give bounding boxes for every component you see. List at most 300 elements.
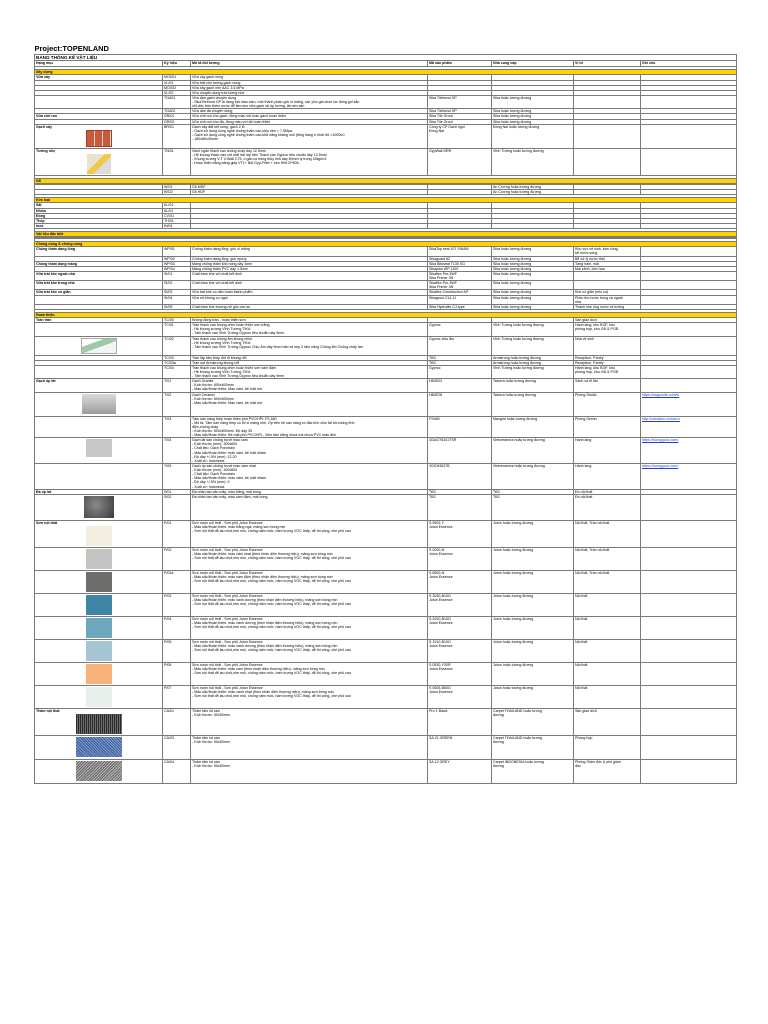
material-sample-floor bbox=[82, 394, 116, 414]
material-sample-carpet3 bbox=[76, 761, 122, 781]
row-location: Reception, Pantry bbox=[574, 360, 641, 365]
row-category bbox=[35, 323, 163, 336]
table-row bbox=[35, 547, 737, 570]
row-location: Khe co giãn (nếu có) bbox=[574, 290, 641, 295]
row-category bbox=[35, 416, 163, 438]
row-supplier: An Cường hoặc tương đương bbox=[492, 190, 574, 195]
row-supplier: An Cường hoặc tương đương bbox=[492, 185, 574, 190]
row-code: WS/2 bbox=[163, 190, 191, 195]
row-product-code: SA 21 GREEN bbox=[428, 736, 492, 760]
row-category: Vữa xây bbox=[35, 75, 163, 80]
row-location: Phòng Studio bbox=[574, 392, 641, 416]
header-note: Ghi chú bbox=[641, 61, 737, 67]
section-title: Vật liệu đặc biệt bbox=[35, 232, 737, 237]
material-schedule-sheet bbox=[34, 45, 736, 784]
row-code: T/04 bbox=[163, 438, 191, 464]
row-note bbox=[641, 323, 737, 336]
row-category: Gạch ốp lát bbox=[35, 379, 163, 392]
row-product-code: S 0502-Y Jotun Essence bbox=[428, 520, 492, 547]
row-category bbox=[35, 685, 163, 708]
row-product-code: Sika Tile Grout bbox=[428, 114, 492, 119]
row-supplier: Carpet THAILAND hoặc tương đương bbox=[492, 736, 574, 760]
row-location: Nội thất, Trần nội thất bbox=[574, 570, 641, 593]
row-description: Vữa trát khe co dãn hoàn thành phẩm bbox=[191, 290, 428, 295]
row-supplier: Sika hoặc tương đương bbox=[492, 109, 574, 114]
row-description: Gỗ HDF bbox=[191, 190, 428, 195]
row-product-code: TBC bbox=[428, 355, 492, 360]
row-description: Sơn nước nội thất - Sơn phủ Jotun Essence - Màu sắc/Hoàn thiện: màu cam (theo nhận diện thương hiệu), mảng sơn bóng mịn - Sơn nội thất dễ lau chùi,nhẹ mùi, chống nấm mốc, hàm lượng VOC thấp, dễ thi công, che phủ cao bbox=[191, 662, 428, 685]
table-row bbox=[35, 760, 737, 784]
table-row bbox=[35, 124, 737, 148]
section-title: Hoàn thiện bbox=[35, 312, 737, 317]
row-category bbox=[35, 365, 163, 378]
header-category: Hạng mục bbox=[35, 61, 163, 67]
row-location: Khu vực vệ sinh, ban công, bể nước sống bbox=[574, 247, 641, 256]
row-code: TC/03 bbox=[163, 355, 191, 360]
table-row bbox=[35, 520, 737, 547]
row-note[interactable]: https://tuongquoc.com/ bbox=[641, 463, 737, 489]
row-category: Vữa trát khe ngoài nhà bbox=[35, 271, 163, 280]
row-location: Mái sảnh, bồn hoa bbox=[574, 266, 641, 271]
row-product-code: TBC bbox=[428, 360, 492, 365]
row-description: Thảm tấm lót sàn - Kích thước: 50x50mm bbox=[191, 736, 428, 760]
row-description: Thảm tấm lót sàn - Kích thước: 50x50mm bbox=[191, 760, 428, 784]
row-supplier: Sika hoặc tương đương bbox=[492, 114, 574, 119]
row-location: Hành lang, khu BOF, khu phòng họp, khu GĐ & PGĐ bbox=[574, 365, 641, 378]
row-supplier: Sika hoặc tương đương bbox=[492, 247, 574, 256]
row-supplier: Vietceramics hoặc tương đương bbox=[492, 438, 574, 464]
row-location: Nội thất bbox=[574, 685, 641, 708]
row-description: Sơn nước nội thất - Sơn phủ Jotun Essence - Màu sắc/Hoàn thiện: màu trắng ngà, mảng sơn bóng mịn - Sơn nội thất dễ lau chùi,nhẹ mùi, chống nấm mốc, hàm lượng VOC thấp, dễ thi công, che phủ cao bbox=[191, 520, 428, 547]
row-note bbox=[641, 547, 737, 570]
row-product-code: S 3030-B10G Jotun Essence bbox=[428, 593, 492, 616]
row-code: P/02 bbox=[163, 547, 191, 570]
row-code: GR/02 bbox=[163, 119, 191, 124]
row-category bbox=[35, 520, 163, 547]
row-note bbox=[641, 365, 737, 378]
row-product-code: 3GGH3637B bbox=[428, 463, 492, 489]
row-category bbox=[35, 616, 163, 639]
header-location: Vị trí bbox=[574, 61, 641, 67]
row-code: BR/01 bbox=[163, 124, 191, 148]
row-supplier: Sika hoặc tương đương bbox=[492, 256, 574, 261]
row-code: WP/01 bbox=[163, 247, 191, 256]
row-code: CA/01 bbox=[163, 708, 191, 735]
material-sample-wall bbox=[87, 154, 111, 174]
row-code: IN/01 bbox=[163, 223, 191, 228]
row-description: Chống thấm dạng lỏng, gốc xi măng bbox=[191, 247, 428, 256]
row-code: TC/03a bbox=[163, 360, 191, 365]
material-sample-stone bbox=[84, 496, 114, 518]
row-location: Sân giao dịch bbox=[574, 708, 641, 735]
row-location: Đồ nội thất bbox=[574, 489, 641, 494]
row-product-code: 3GAGT6341TSR bbox=[428, 438, 492, 464]
row-category bbox=[35, 438, 163, 464]
row-product-code: Gyproc bbox=[428, 365, 492, 378]
row-product-code: SikaTop seal 107 SIKAM bbox=[428, 247, 492, 256]
row-product-code: S 1010-B10G Jotun Essence bbox=[428, 639, 492, 662]
row-description: Sơn nước nội thất - Sơn phủ Jotun Essence - Màu sắc/Hoàn thiện: màu xanh dương (theo nhận diện thương hiệu), mảng sơn bóng mịn - Sơn nội thất dễ lau chùi,nhẹ mùi, chống nấm mốc, hàm lượng VOC thấp, dễ thi công, che phủ cao bbox=[191, 593, 428, 616]
row-code: SI/01 bbox=[163, 271, 191, 280]
row-note bbox=[641, 760, 737, 784]
row-description: Đá nhân tạo vân mây, màu xám đậm, mài bóng bbox=[191, 494, 428, 520]
table-row bbox=[35, 271, 737, 280]
table-row bbox=[35, 281, 737, 290]
row-category: Thép bbox=[35, 218, 163, 223]
row-supplier: TBC bbox=[492, 494, 574, 520]
material-sample-brick bbox=[86, 130, 112, 147]
row-product-code: GypWall DRR bbox=[428, 148, 492, 175]
row-code: TC/04 bbox=[163, 365, 191, 378]
row-category-label: Tường nhẹ bbox=[36, 148, 56, 153]
row-supplier: Jotun hoặc tương đương bbox=[492, 593, 574, 616]
row-category: Vữa trát khe trong nhà bbox=[35, 281, 163, 290]
row-note bbox=[641, 708, 737, 735]
row-code: VL/01 bbox=[163, 80, 191, 85]
row-product-code: Pro 1 Black bbox=[428, 708, 492, 735]
row-supplier: Taicera hoặc tương đương bbox=[492, 379, 574, 392]
material-sample-tile bbox=[86, 439, 112, 457]
row-supplier: Maxgrid hoặc tương đương bbox=[492, 416, 574, 438]
table-row bbox=[35, 685, 737, 708]
row-description: Đá nhân tạo vân mây, màu trắng, mài bóng bbox=[191, 489, 428, 494]
row-code: P/03 bbox=[163, 593, 191, 616]
row-location bbox=[574, 281, 641, 290]
row-product-code: Sikaguard 62 bbox=[428, 256, 492, 261]
row-supplier: Đồng Nai hoặc tương đương bbox=[492, 124, 574, 148]
row-description: Trần sợi Armstrong khung nổi bbox=[191, 360, 428, 365]
row-supplier: Jotun hoặc tương đương bbox=[492, 616, 574, 639]
row-supplier: Jotun hoặc tương đương bbox=[492, 685, 574, 708]
row-supplier: Sika hoặc tương đương bbox=[492, 295, 574, 304]
header-product-code: Mã sản phẩm bbox=[428, 61, 492, 67]
material-sample-board bbox=[81, 338, 117, 354]
row-category bbox=[35, 570, 163, 593]
paint-color-swatch bbox=[86, 549, 112, 569]
row-code: WP/04 bbox=[163, 266, 191, 271]
row-description: Chất trám khe với chất kết dính bbox=[191, 281, 428, 290]
row-location bbox=[574, 124, 641, 148]
row-code: AL/01 bbox=[163, 208, 191, 213]
row-supplier: Jotun hoặc tương đương bbox=[492, 547, 574, 570]
row-category: Vữa trát khe co giãn bbox=[35, 290, 163, 295]
table-row bbox=[35, 365, 737, 378]
row-description: Gạch lát sàn chống trượt màu xám - Kích thước (mm): 300x600 - Chất liệu: Gạch Porcelain - Màu sắc/Hoàn thiện: màu xám, bề mặt nhám - Độ dày +/-5% (mm): 12.20 - Xuất xứ: Indonesia bbox=[191, 438, 428, 464]
row-note bbox=[641, 295, 737, 304]
row-description: Màng chống thấm PVC dày 1.5mm bbox=[191, 266, 428, 271]
sheet-title: BẢNG THỐNG KÊ VẬT LIỆU bbox=[35, 55, 737, 61]
row-location: Nội thất, Trần nội thất bbox=[574, 520, 641, 547]
row-code: MOX02 bbox=[163, 85, 191, 90]
row-note[interactable]: https://tuongquoc.com/ bbox=[641, 438, 737, 464]
row-note bbox=[641, 639, 737, 662]
row-code: MOX01 bbox=[163, 75, 191, 80]
row-description: Chất trám khe với chất kết dính bbox=[191, 271, 428, 280]
table-row bbox=[35, 736, 737, 760]
row-category bbox=[35, 392, 163, 416]
row-supplier: Vĩnh Tường hoặc tương đương bbox=[492, 336, 574, 355]
row-code: TC/01 bbox=[163, 323, 191, 336]
row-description: Chống thấm dạng lỏng, gốc epoxy bbox=[191, 256, 428, 261]
row-description: Thảm tấm lót sàn - Kích thước: 50x50mm bbox=[191, 708, 428, 735]
row-location: Bể xử lý nước thải bbox=[574, 256, 641, 261]
row-note bbox=[641, 124, 737, 148]
row-location bbox=[574, 271, 641, 280]
row-code: GR/01 bbox=[163, 114, 191, 119]
row-code: P/04 bbox=[163, 616, 191, 639]
row-code: TGA02 bbox=[163, 109, 191, 114]
row-category-label: Sơn nội thất bbox=[36, 520, 58, 525]
section-title: Kim loại bbox=[35, 198, 737, 203]
row-category: Vữa chít ron bbox=[35, 114, 163, 119]
project-title: Project:TOPENLAND bbox=[34, 45, 109, 53]
row-product-code: Sika Tilebond GP bbox=[428, 95, 492, 108]
row-product-code: Sika Bituseal T130 SG bbox=[428, 261, 492, 266]
row-note bbox=[641, 336, 737, 355]
row-category bbox=[35, 662, 163, 685]
row-supplier: Jotun hoặc tương đương bbox=[492, 570, 574, 593]
row-description: Vách ngăn thạch cao chống cháy dày 12.5mm - Hệ khung thạch cao với mặt hai lớp tấm Thạch cao Gyproc tiêu chuẩn dày 12.5mm - Khung xương V-T V-Wall C75, ô gảo có bông thủy tinh dày 50mm tỷ trọng 24kg/m3 - Hoàn thiện bằng băng giấy VT1+ Bột Gyp-Filler + keo Hilti CP606. bbox=[191, 148, 428, 175]
row-supplier: Vietceramics hoặc tương đương bbox=[492, 463, 574, 489]
row-category bbox=[35, 593, 163, 616]
row-note bbox=[641, 271, 737, 280]
row-location: Thành khe ống nước và tường bbox=[574, 304, 641, 309]
table-row bbox=[35, 570, 737, 593]
row-location: Nội thất bbox=[574, 662, 641, 685]
row-note bbox=[641, 281, 737, 290]
row-note[interactable]: http://camlizen.vn/san-n bbox=[641, 416, 737, 438]
row-note bbox=[641, 95, 737, 108]
section-title: Xây dựng bbox=[35, 70, 737, 75]
table-row bbox=[35, 379, 737, 392]
row-description: Sơn nước nội thất - Sơn phủ Jotun Essence - Màu sắc/Hoàn thiện: màu xám đậm (theo nhận diện thương hiệu), mảng sơn bóng mịn - Sơn nội thất dễ lau chùi,nhẹ mùi, chống nấm mốc, hàm lượng VOC thấp, dễ thi công, che phủ cao bbox=[191, 570, 428, 593]
row-code: P/05 bbox=[163, 639, 191, 662]
row-supplier: Sika hoặc tương đương bbox=[492, 290, 574, 295]
row-note bbox=[641, 570, 737, 593]
row-description: Trần thạch cao khung chìm hoàn thiện sơn trắng - Hệ khung xương Vĩnh Tường TIKA - Tấm thạch cao Vĩnh Tường-Gyproc tiêu chuẩn dày 9mm bbox=[191, 323, 428, 336]
row-product-code: H60E28 bbox=[428, 392, 492, 416]
row-description: Gạch xây đất sét nung, gạch 2 lỗ - Gạch sử dụng công nghệ chống thấm cao,chịu nén > 7,5Mpa - Gạch sử dụng công nghệ chống thấm cao,khả năng kháng mối (tổng hàng ô nhớt độ >1000oC - 180x80x40mm bbox=[191, 124, 428, 148]
row-description: Sơn nước nội thất - Sơn phủ Jotun Essence - Màu sắc/Hoàn thiện: màu xanh nhạt (theo nhận diện thương hiệu), mảng sơn bóng mịn - Sơn nội thất dễ lau chùi,nhẹ mùi, chống nấm mốc, hàm lượng VOC thấp, dễ thi công, che phủ cao bbox=[191, 685, 428, 708]
row-code: CV/01 bbox=[163, 213, 191, 218]
row-description: Trần lắp tấm thép đột lỗ khung nổi bbox=[191, 355, 428, 360]
table-row bbox=[35, 662, 737, 685]
row-description: Gạch Ceramic - Kích thước: 600x600mm - Màu sắc/Hoàn thiện: Màu xám, bề mặt mờ bbox=[191, 392, 428, 416]
row-location: Nhà vệ sinh bbox=[574, 336, 641, 355]
row-category bbox=[35, 760, 163, 784]
row-product-code: Gyproc bbox=[428, 323, 492, 336]
row-supplier: Jotun hoặc tương đương bbox=[492, 662, 574, 685]
row-supplier: Vĩnh Tường hoặc tương đương bbox=[492, 323, 574, 336]
row-category: Chống thấm dạng lỏng bbox=[35, 247, 163, 256]
row-description: Sơn nước nội thất - Sơn phủ Jotun Essence - Màu sắc/Hoàn thiện: màu xám nhạt (theo nhận diện thương hiệu), mảng sơn bóng mịn - Sơn nội thất dễ lau chùi,nhẹ mùi, chống nấm mốc, hàm lượng VOC thấp, dễ thi công, che phủ cao bbox=[191, 547, 428, 570]
row-product-code: SA 12 GREY bbox=[428, 760, 492, 784]
row-code: SI/02 bbox=[163, 281, 191, 290]
row-location: Phòng Server bbox=[574, 416, 641, 438]
row-supplier: Sika hoặc tương đương bbox=[492, 266, 574, 271]
table-row bbox=[35, 616, 737, 639]
table-row bbox=[35, 708, 737, 735]
row-category bbox=[35, 95, 163, 108]
section-title: Gỗ bbox=[35, 178, 737, 183]
row-category-label: Gạch xây bbox=[36, 124, 52, 129]
row-location: Phòng Giám đốc & phó giám đốc bbox=[574, 760, 641, 784]
row-note bbox=[641, 736, 737, 760]
row-location bbox=[574, 148, 641, 175]
row-description: Trần thạch cao khung chìm hoàn thiện sơn xám đậm - Hệ khung xương Vĩnh Tường TIKA - Tấm thạch cao Vĩnh Tường-Gyproc tiêu chuẩn dày 9mm bbox=[191, 365, 428, 378]
table-row bbox=[35, 438, 737, 464]
row-note bbox=[641, 685, 737, 708]
row-description: Vữa rót không co ngót bbox=[191, 295, 428, 304]
row-code: T/01 bbox=[163, 379, 191, 392]
row-category bbox=[35, 547, 163, 570]
row-product-code: S 0530-Y30R Jotun Essence bbox=[428, 662, 492, 685]
row-note bbox=[641, 593, 737, 616]
row-code: WP/03 bbox=[163, 261, 191, 266]
row-code: S/02 bbox=[163, 494, 191, 520]
row-note[interactable]: https://eagarnite.com/vi bbox=[641, 392, 737, 416]
row-location: Hành lang, khu BOF, khu phòng họp, khu GĐ & PGĐ bbox=[574, 323, 641, 336]
row-supplier: Sika hoặc tương đương bbox=[492, 281, 574, 290]
row-location: Phòng họp bbox=[574, 736, 641, 760]
row-code: TGA01 bbox=[163, 95, 191, 108]
row-code: KL/01 bbox=[163, 203, 191, 208]
row-product-code: FS460 bbox=[428, 416, 492, 438]
row-category bbox=[35, 148, 163, 175]
row-supplier: Armstrong hoặc tương đương bbox=[492, 355, 574, 360]
row-location: Nội thất bbox=[574, 616, 641, 639]
row-supplier: Sika hoặc tương đương bbox=[492, 119, 574, 124]
row-category bbox=[35, 336, 163, 355]
row-description: Trần thạch cao chống ẩm khung chìm - Hệ khung xương Vĩnh Tường TIKA - Tấm thạch cao Vĩnh Tường-Gyproc Chịu Ẩm dày 9mm bảo vệ kép 2 tấm năng Chống ẩm Chống chảy tán bbox=[191, 336, 428, 355]
row-location: Tầng hầm, mái bbox=[574, 261, 641, 266]
row-code: VL/02 bbox=[163, 90, 191, 95]
row-product-code: Sika Hydrotite CJ-type bbox=[428, 304, 492, 309]
table-row bbox=[35, 463, 737, 489]
row-note bbox=[641, 379, 737, 392]
row-category: Trần trần bbox=[35, 318, 163, 323]
row-location: Hành lang bbox=[574, 463, 641, 489]
row-code: T/05 bbox=[163, 463, 191, 489]
row-supplier: TBC bbox=[492, 489, 574, 494]
row-description: Chất trám khe trương nở gốc cao su bbox=[191, 304, 428, 309]
row-code: P/01 bbox=[163, 520, 191, 547]
table-row bbox=[35, 416, 737, 438]
row-description: Tấm sàn nâng thép hoàn thiện phủ PVC/HPL FS 660 - Mô tả: Tấm sàn nâng thép có lõi xi măng nhẹ. Ốp trên hệ sàn nâng có đặc tính chịu tải tốt,chống tĩnh điện,chống cháy - Kích thước: 600x600mm. Độ dày 35 - Màu sắc/Hoàn thiện: Bề mặt phủ PVC/HPL, Viền tấm bằng nhựa mà nhựa PVC màu đen bbox=[191, 416, 428, 438]
row-description: Sơn nước nội thất - Sơn phủ Jotun Essence - Màu sắc/Hoàn thiện: màu xanh dương (theo nhận diện thương hiệu), mảng sơn bóng mịn - Sơn nội thất dễ lau chùi,nhẹ mùi, chống nấm mốc, hàm lượng VOC thấp, dễ thi công, che phủ cao bbox=[191, 616, 428, 639]
row-location: Nội thất bbox=[574, 593, 641, 616]
row-location: Nội thất, Trần nội thất bbox=[574, 547, 641, 570]
row-category bbox=[35, 463, 163, 489]
row-description: Gỗ MDF bbox=[191, 185, 428, 190]
row-code: CA/03 bbox=[163, 736, 191, 760]
row-note bbox=[641, 520, 737, 547]
row-category: Sắt bbox=[35, 203, 163, 208]
row-description: Vữa chít ron cho đá, đồng màu với đá hoàn thiện bbox=[191, 119, 428, 124]
row-supplier: Vĩnh Tường hoặc tương đương bbox=[492, 365, 574, 378]
row-category bbox=[35, 708, 163, 735]
row-supplier: Sika hoặc tương đương bbox=[492, 271, 574, 280]
row-product-code: S 0505-B50G Jotun Essence bbox=[428, 685, 492, 708]
row-category bbox=[35, 639, 163, 662]
row-product-code: Sikaplan WP 1100 bbox=[428, 266, 492, 271]
header-code: Ký hiệu bbox=[163, 61, 191, 67]
paint-color-swatch bbox=[86, 618, 112, 638]
paint-color-swatch bbox=[86, 687, 112, 707]
row-product-code: Sikaflex Construction AP bbox=[428, 290, 492, 295]
row-category bbox=[35, 124, 163, 148]
row-supplier: Sika hoặc tương đương bbox=[492, 95, 574, 108]
row-code: TH/01 bbox=[163, 218, 191, 223]
table-row bbox=[35, 494, 737, 520]
table-row bbox=[35, 336, 737, 355]
row-supplier: Jotun hoặc tương đương bbox=[492, 639, 574, 662]
row-product-code: Sikaflex Pro-3WF Sika Primer 3N bbox=[428, 281, 492, 290]
row-supplier: Taicera hoặc tương đương bbox=[492, 392, 574, 416]
row-code: TN/01 bbox=[163, 148, 191, 175]
paint-color-swatch bbox=[86, 641, 112, 661]
table-row bbox=[35, 148, 737, 175]
row-supplier: Sika hoặc tương đương bbox=[492, 261, 574, 266]
row-code: SI/03 bbox=[163, 290, 191, 295]
row-product-code: Công ty CP Gạch ngói Đồng Nai bbox=[428, 124, 492, 148]
row-description: Vữa xây gạch nung bbox=[191, 75, 428, 80]
paint-color-swatch bbox=[86, 572, 112, 592]
row-product-code: Sikaflex Pro-3WF Sika Primer 3N bbox=[428, 271, 492, 280]
row-code: T/03 bbox=[163, 416, 191, 438]
row-supplier: Carpet THAILAND hoặc tương đương bbox=[492, 708, 574, 735]
header-supplier: Nhà cung cấp bbox=[492, 61, 574, 67]
table-row bbox=[35, 323, 737, 336]
table-row bbox=[35, 639, 737, 662]
row-location: Hành lang bbox=[574, 438, 641, 464]
row-code: P/02a bbox=[163, 570, 191, 593]
table-row bbox=[35, 295, 737, 304]
row-note bbox=[641, 616, 737, 639]
row-note bbox=[641, 494, 737, 520]
row-code: TC/02 bbox=[163, 336, 191, 355]
row-description: Vữa dán đá chuyên dụng bbox=[191, 109, 428, 114]
row-code: P/07 bbox=[163, 685, 191, 708]
row-description: Gạch ốp sàn chống trượt màu xám nhạt - Kích thước (mm): 300x600 - Chất liệu: Gạch Porcelain - Màu sắc/Hoàn thiện: màu xám, bề mặt nhám - Độ dày +/-5% (mm): 9 - Xuất xứ: Indonesia bbox=[191, 463, 428, 489]
row-category bbox=[35, 736, 163, 760]
material-table bbox=[34, 45, 737, 784]
row-product-code: S 6500-N Jotun Essence bbox=[428, 570, 492, 593]
paint-color-swatch bbox=[86, 526, 112, 546]
row-location: Reception, Pantry bbox=[574, 355, 641, 360]
row-product-code: S 2020-B10G Jotun Essence bbox=[428, 616, 492, 639]
row-product-code: TBC bbox=[428, 489, 492, 494]
row-description: Vữa chít ron cho gạch, đồng màu với màu gạch hoàn thiện bbox=[191, 114, 428, 119]
row-location: Phều thu nước trong và ngoài nhà bbox=[574, 295, 641, 304]
row-category-label: Thảm nội thất bbox=[36, 708, 60, 713]
row-product-code: H60E03 bbox=[428, 379, 492, 392]
material-sample-carpet bbox=[76, 714, 122, 734]
row-description: Màng chống thấm khò nóng dày 3mm bbox=[191, 261, 428, 266]
row-location: Đồ nội thất bbox=[574, 494, 641, 520]
row-code: SI/05 bbox=[163, 304, 191, 309]
table-row bbox=[35, 95, 737, 108]
row-code: TC/00 bbox=[163, 318, 191, 323]
row-note bbox=[641, 247, 737, 256]
row-product-code: Sikagrout 214-11 bbox=[428, 295, 492, 304]
table-row bbox=[35, 247, 737, 256]
row-location: Sân giao dịch bbox=[574, 318, 641, 323]
row-product-code: TBC bbox=[428, 494, 492, 520]
row-supplier: Vĩnh Tường hoặc tương đương bbox=[492, 148, 574, 175]
row-description: Gạch Granite - Kích thước: 600x600mm - Màu sắc/Hoàn thiện: Màu xám, bề mặt mờ bbox=[191, 379, 428, 392]
row-description: Vữa xây gạch nhẹ AAC 3.5 MPa bbox=[191, 85, 428, 90]
